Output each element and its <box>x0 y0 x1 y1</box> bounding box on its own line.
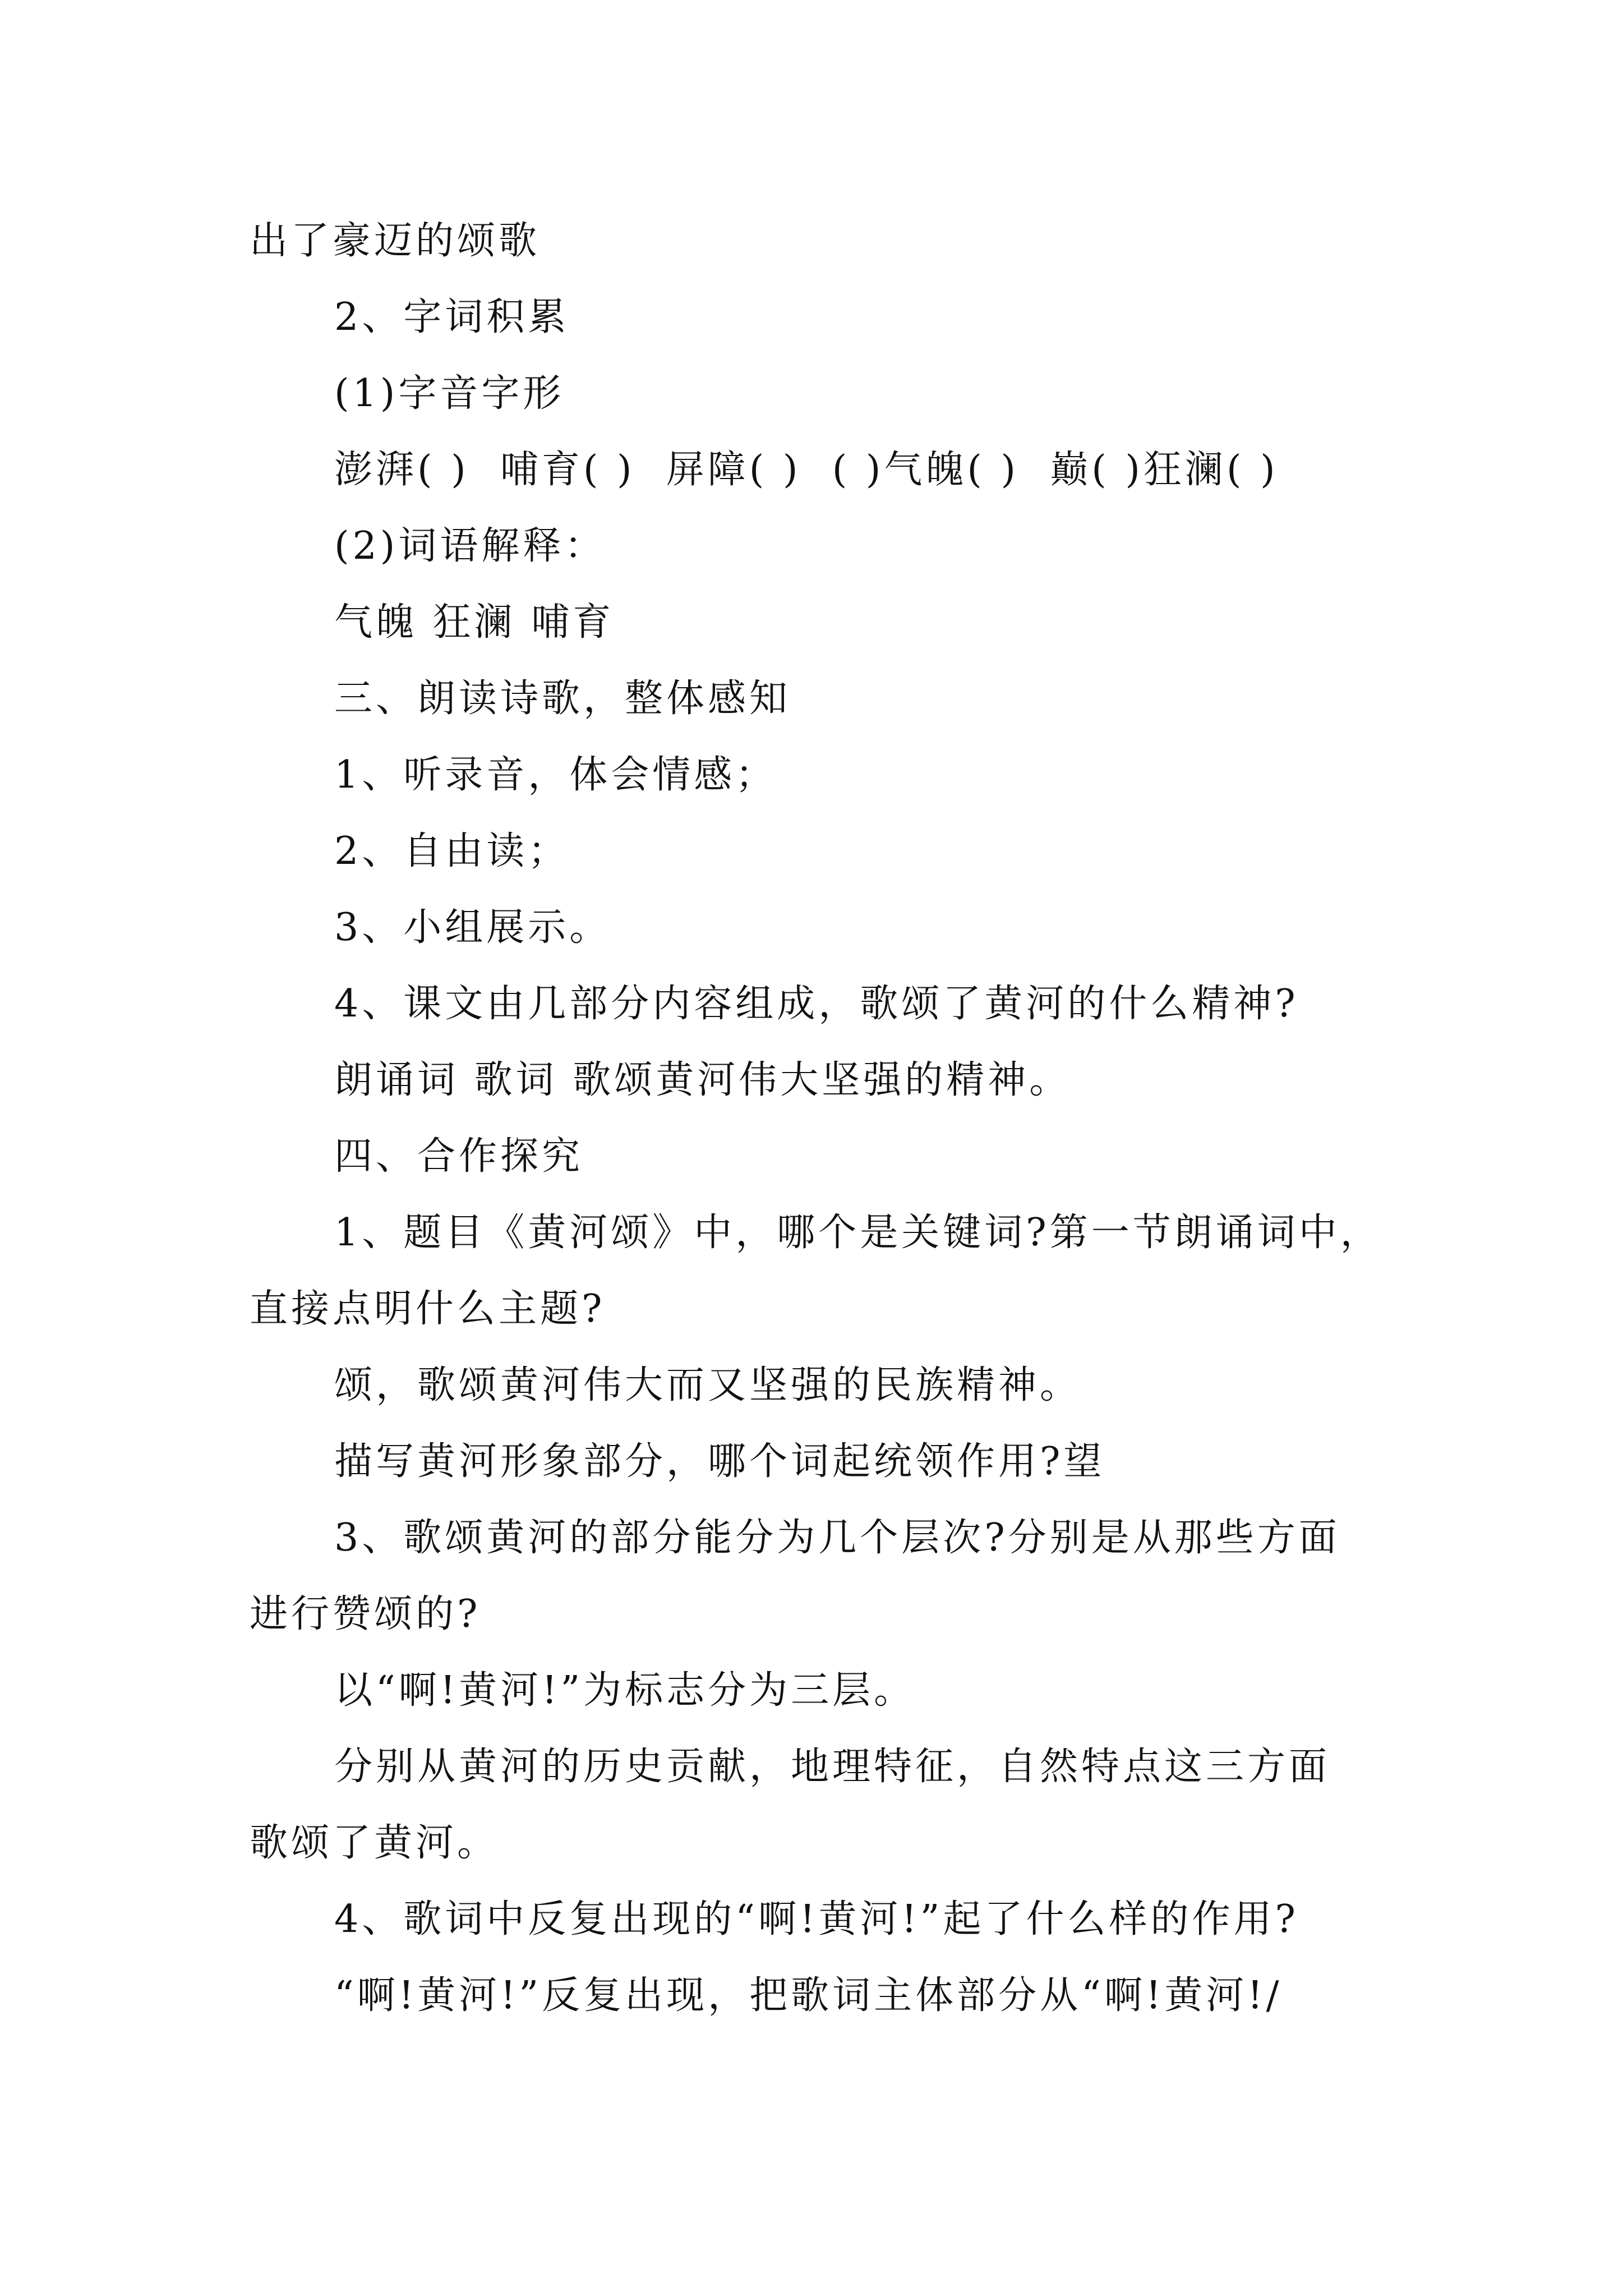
text-line: 2、字词积累 <box>334 295 570 339</box>
text-line: 直接点明什么主题? <box>250 1287 606 1331</box>
text-line: (2)词语解释： <box>334 524 606 568</box>
text-line: 歌颂了黄河。 <box>250 1821 499 1865</box>
section-heading: 三、朗读诗歌，整体感知 <box>334 677 791 721</box>
text-line: 3、小组展示。 <box>334 905 611 950</box>
text-line: 4、歌词中反复出现的“啊!黄河!”起了什么样的作用? <box>334 1897 1299 1941</box>
text-line: 1、听录音，体会情感； <box>334 753 777 797</box>
text-line: 朗诵词 歌词 歌颂黄河伟大坚强的精神。 <box>334 1058 1071 1102</box>
text-line: 气魄 狂澜 哺育 <box>334 600 615 645</box>
text-line: 1、题目《黄河颂》中，哪个是关键词?第一节朗诵词中， <box>334 1211 1382 1255</box>
text-line: 3、歌颂黄河的部分能分为几个层次?分别是从那些方面 <box>334 1516 1340 1560</box>
text-line: (1)字音字形 <box>334 371 565 416</box>
text-line: 澎湃( ) 哺育( ) 屏障( ) ( )气魄( ) 巅( )狂澜( ) <box>334 448 1279 492</box>
text-line: “啊!黄河!”反复出现，把歌词主体部分从“啊!黄河!/ <box>334 1973 1283 2018</box>
text-line: 描写黄河形象部分，哪个词起统领作用?望 <box>334 1439 1105 1484</box>
text-line: 2、自由读； <box>334 829 570 873</box>
section-heading: 四、合作探究 <box>334 1134 584 1179</box>
text-line: 4、课文由几部分内容组成，歌颂了黄河的什么精神? <box>334 982 1299 1026</box>
text-line: 进行赞颂的? <box>250 1592 481 1636</box>
text-line: 分别从黄河的历史贡献，地理特征，自然特点这三方面 <box>334 1745 1331 1789</box>
text-line: 以“啊!黄河!”为标志分为三层。 <box>334 1668 916 1713</box>
text-line: 颂，歌颂黄河伟大而又坚强的民族精神。 <box>334 1363 1082 1407</box>
text-line: 出了豪迈的颂歌 <box>250 219 541 263</box>
